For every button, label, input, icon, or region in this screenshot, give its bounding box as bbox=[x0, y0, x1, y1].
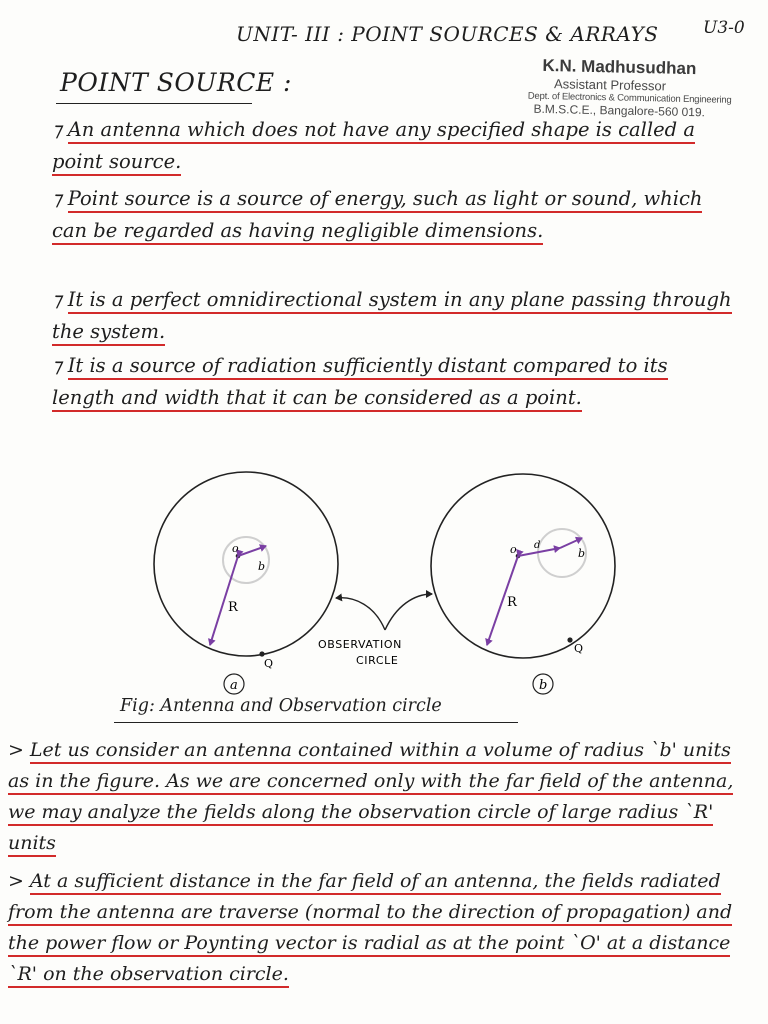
label-d-b: d bbox=[534, 540, 541, 551]
diagram-b bbox=[431, 474, 615, 694]
unit-title: UNIT- III : POINT SOURCES & ARRAYS bbox=[236, 22, 659, 46]
diagram-a bbox=[154, 472, 338, 694]
label-o-a: o bbox=[232, 542, 239, 555]
bullet-marker: ⁊ bbox=[52, 288, 62, 311]
paragraph-text: An antenna which does not have any specified shape is called a point source. bbox=[52, 118, 695, 176]
label-R-a: R bbox=[228, 600, 238, 615]
section-title: POINT SOURCE : bbox=[60, 68, 292, 97]
observation-callout bbox=[318, 594, 432, 667]
tag-a: a bbox=[230, 678, 238, 693]
paragraph-text: At a sufficient distance in the far field of an antenna, the fields radiated from the antenna are traverse (normal to the direction of propagation) and the power flow or Poynting vector is radial as at the point `O' at a distance `R' on the observation circle. bbox=[8, 870, 732, 988]
callout-arrow-left bbox=[336, 598, 385, 630]
bullet-marker: > bbox=[8, 739, 24, 761]
label-Q-b: Q bbox=[574, 642, 584, 655]
paragraph-text: Let us consider an antenna contained within a volume of radius `b' units as in the figure. As we are concerned only with the far field of the antenna, we may analyze the fields along the observation circle of large radius `R' units bbox=[8, 739, 733, 857]
bullet-marker: ⁊ bbox=[52, 354, 62, 377]
bullet-marker: ⁊ bbox=[52, 118, 62, 141]
paragraph-poynting bbox=[8, 866, 748, 990]
radius-b-arrow-a bbox=[238, 546, 266, 556]
bullet-marker: ⁊ bbox=[52, 187, 62, 210]
figure-caption-underline bbox=[114, 722, 518, 723]
tag-b: b bbox=[539, 678, 548, 693]
label-b-a: b bbox=[258, 560, 266, 573]
label-o-b: o bbox=[510, 543, 517, 556]
observation-circle-b bbox=[431, 474, 615, 658]
label-b-b: b bbox=[578, 547, 586, 560]
paragraph-text: Point source is a source of energy, such as light or sound, which can be regarded as having negligible dimensions. bbox=[52, 187, 702, 245]
paragraph-text: It is a source of radiation sufficiently distant compared to its length and width that it can be considered as a point. bbox=[52, 354, 668, 412]
label-Q-a: Q bbox=[264, 657, 274, 670]
bullet-marker: > bbox=[8, 870, 24, 892]
callout-line-1: OBSERVATION bbox=[318, 638, 402, 651]
callout-line-2: CIRCLE bbox=[356, 654, 399, 667]
page-code: U3-0 bbox=[703, 18, 745, 38]
paragraph-text: It is a perfect omnidirectional system in any plane passing through the system. bbox=[52, 288, 732, 346]
callout-arrow-right bbox=[385, 594, 432, 630]
point-Q-a bbox=[259, 651, 264, 656]
paragraph-far-field bbox=[8, 735, 748, 859]
figure-caption: Fig: Antenna and Observation circle bbox=[120, 696, 442, 716]
stamp-designation: Assistant Professor bbox=[553, 76, 667, 94]
stamp-address: B.M.S.C.E., Bangalore-560 019. bbox=[533, 101, 706, 120]
stamp-department: Dept. of Electronics & Communication Engineering bbox=[527, 90, 732, 106]
stamp-name: K.N. Madhusudhan bbox=[542, 55, 697, 79]
label-R-b: R bbox=[507, 595, 517, 610]
point-Q-b bbox=[567, 637, 572, 642]
observation-circle-a bbox=[154, 472, 338, 656]
